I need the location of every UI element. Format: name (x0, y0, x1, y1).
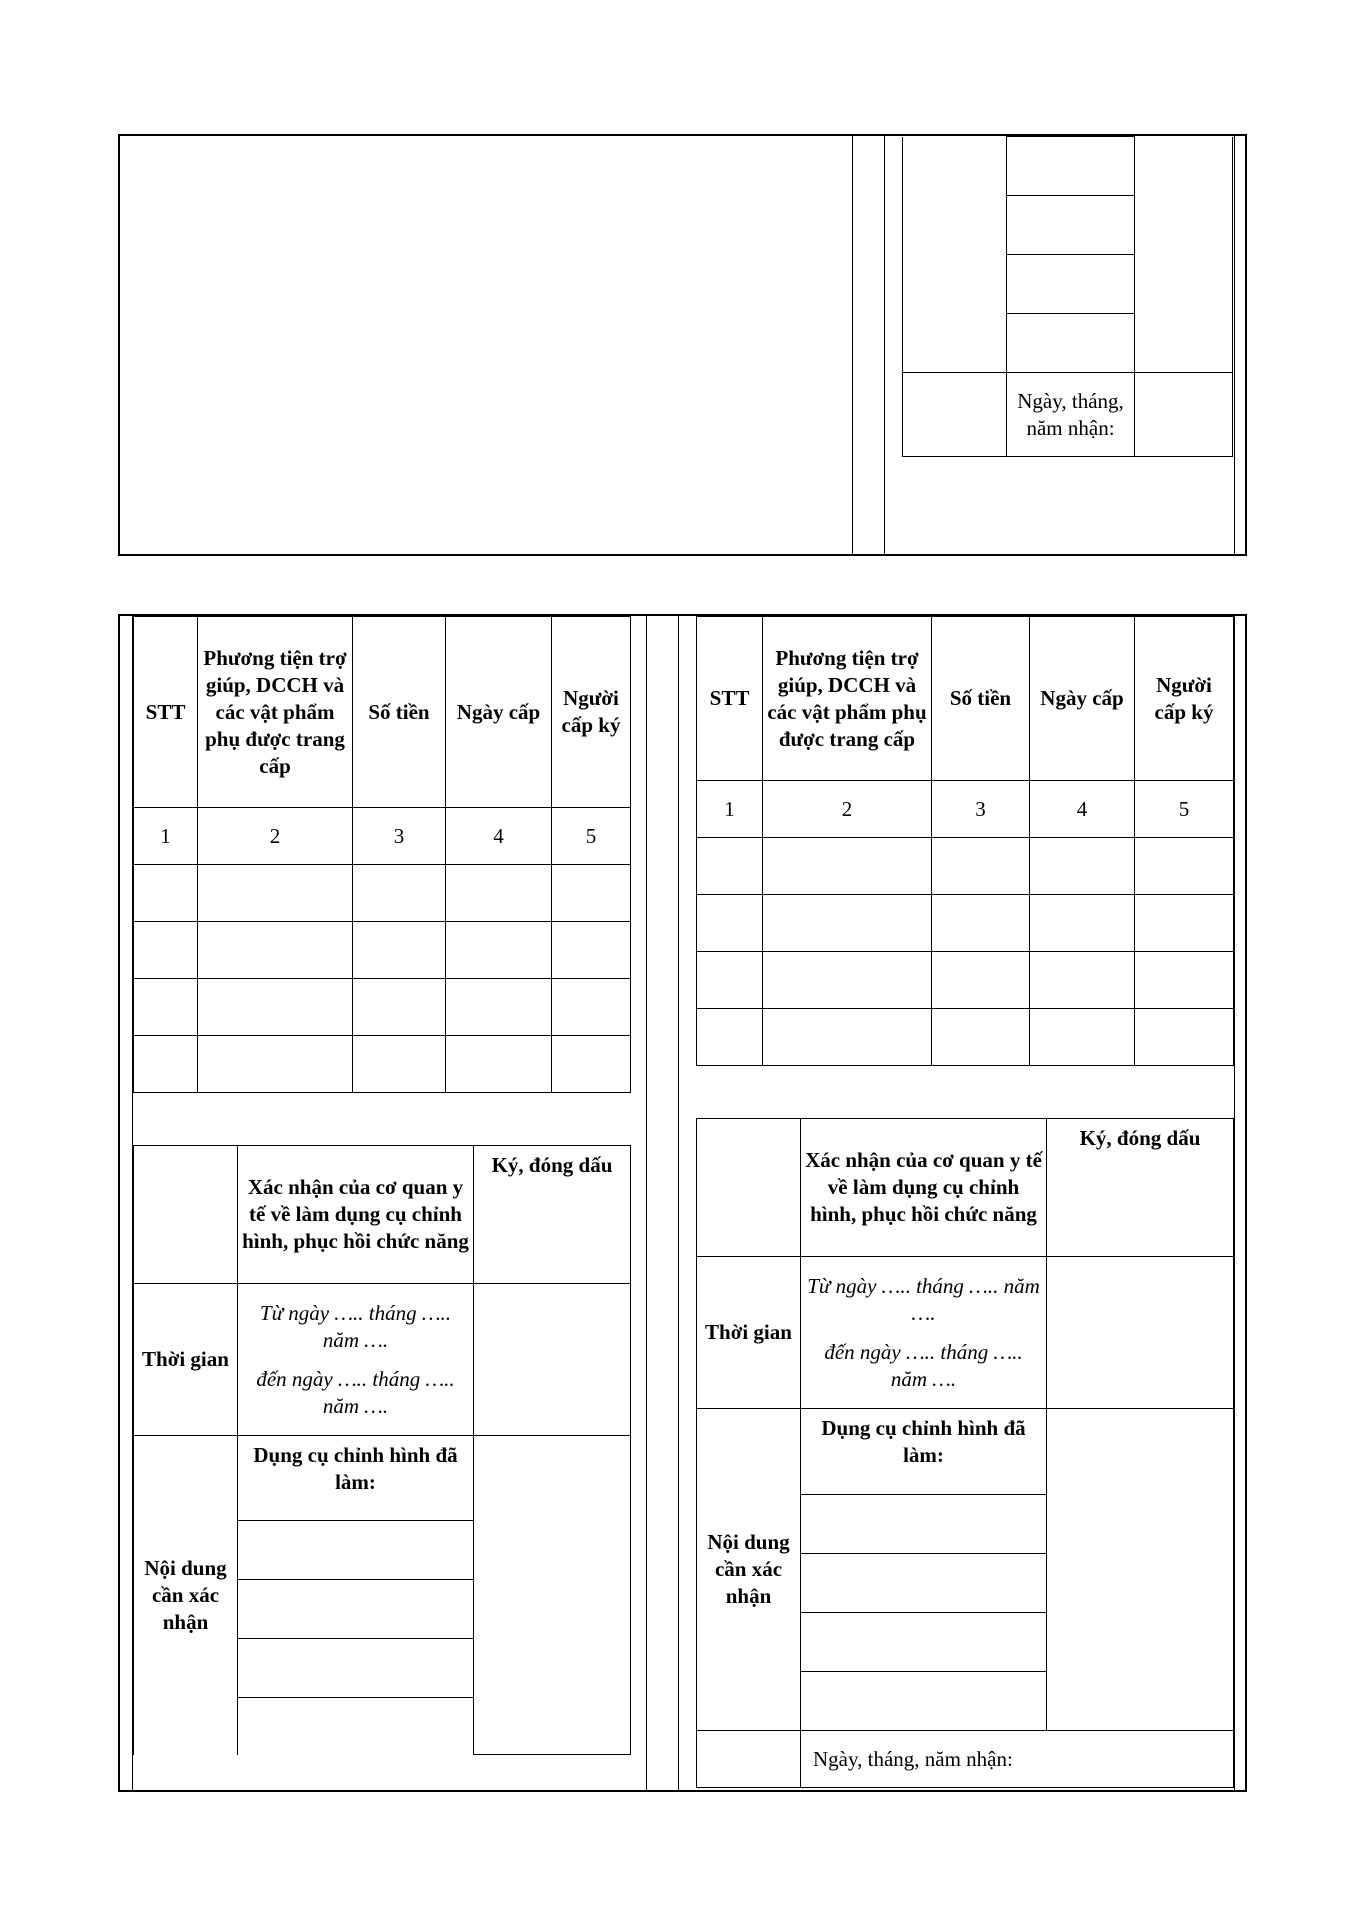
column-number: 4 (1030, 781, 1135, 838)
blank-cell (903, 137, 1007, 196)
from-date: Từ ngày ….. tháng ….. năm …. (259, 1300, 452, 1352)
column-number: 2 (198, 808, 353, 865)
header-amount: Số tiền (932, 617, 1030, 781)
column-number: 1 (697, 781, 763, 838)
top-edge-line (1234, 134, 1235, 556)
sign-stamp-header: Ký, đóng dấu (1047, 1119, 1234, 1257)
right-page-edge-line (1234, 614, 1235, 1792)
center-divider-left (646, 614, 647, 1792)
column-number: 2 (763, 781, 932, 838)
table-row (697, 895, 1234, 952)
blank-cell (903, 373, 1007, 457)
blank-line (801, 1495, 1047, 1554)
table-row (697, 952, 1234, 1009)
left-supply-table (133, 616, 631, 1093)
column-number: 5 (552, 808, 631, 865)
blank-cell (1007, 196, 1135, 255)
device-made-label: Dụng cụ chỉnh hình đã làm: (801, 1409, 1047, 1495)
blank-line (238, 1521, 474, 1580)
blank-cell (903, 314, 1007, 373)
blank-cell (1007, 137, 1135, 196)
column-number: 3 (353, 808, 446, 865)
confirm-header: Xác nhận của cơ quan y tế về làm dụng cụ chỉnh hình, phục hồi chức năng (238, 1146, 474, 1284)
blank-cell (1135, 373, 1233, 457)
to-date: đến ngày ….. tháng ….. năm …. (256, 1366, 455, 1418)
blank-cell (1047, 1257, 1234, 1409)
blank-cell (1135, 255, 1233, 314)
top-receipt-date-label: Ngày, tháng, năm nhận: (1007, 373, 1135, 457)
sign-stamp-header: Ký, đóng dấu (474, 1146, 631, 1284)
blank-cell (474, 1436, 631, 1755)
table-row (134, 865, 631, 922)
confirm-header: Xác nhận của cơ quan y tế về làm dụng cụ chỉnh hình, phục hồi chức năng (801, 1119, 1047, 1257)
blank-line (238, 1639, 474, 1698)
column-number: 4 (446, 808, 552, 865)
content-label: Nội dung cần xác nhận (697, 1409, 801, 1731)
to-date: đến ngày ….. tháng ….. năm …. (824, 1339, 1023, 1391)
blank-cell (1135, 314, 1233, 373)
table-row (134, 1036, 631, 1093)
blank-cell (1047, 1409, 1234, 1731)
blank-cell (1135, 196, 1233, 255)
blank-cell (903, 255, 1007, 314)
blank-line (801, 1672, 1047, 1731)
table-row (134, 979, 631, 1036)
time-label: Thời gian (697, 1257, 801, 1409)
right-confirm-table (696, 1118, 1234, 1788)
blank-line (801, 1613, 1047, 1672)
blank-cell (1007, 314, 1135, 373)
blank-cell (1135, 137, 1233, 196)
time-range (801, 1257, 1047, 1409)
column-number: 3 (932, 781, 1030, 838)
receipt-date-label: Ngày, tháng, năm nhận: (801, 1731, 1234, 1788)
blank-line (801, 1554, 1047, 1613)
table-row (697, 838, 1234, 895)
blank-cell (903, 196, 1007, 255)
table-row (134, 922, 631, 979)
time-label: Thời gian (134, 1284, 238, 1436)
blank-cell (697, 1119, 801, 1257)
blank-cell (1007, 255, 1135, 314)
header-equipment: Phương tiện trợ giúp, DCCH và các vật phẩm phụ được trang cấp (198, 617, 353, 808)
right-supply-table (696, 616, 1234, 1066)
column-number: 1 (134, 808, 198, 865)
top-divider-left (852, 134, 853, 556)
device-made-label: Dụng cụ chỉnh hình đã làm: (238, 1436, 474, 1521)
header-issuer-sign: Người cấp ký (1135, 617, 1234, 781)
content-label: Nội dung cần xác nhận (134, 1436, 238, 1755)
header-issue-date: Ngày cấp (1030, 617, 1135, 781)
blank-cell (134, 1146, 238, 1284)
top-receipt-table (902, 136, 1233, 457)
top-divider-right (884, 134, 885, 556)
time-range (238, 1284, 474, 1436)
blank-cell (697, 1731, 801, 1788)
blank-line (238, 1580, 474, 1639)
header-issue-date: Ngày cấp (446, 617, 552, 808)
blank-cell (474, 1284, 631, 1436)
table-row (697, 1009, 1234, 1066)
header-stt: STT (697, 617, 763, 781)
center-divider-right (678, 614, 679, 1792)
blank-line (238, 1698, 474, 1755)
left-confirm-table (133, 1145, 631, 1755)
header-issuer-sign: Người cấp ký (552, 617, 631, 808)
from-date: Từ ngày ….. tháng ….. năm …. (807, 1273, 1040, 1325)
header-amount: Số tiền (353, 617, 446, 808)
header-stt: STT (134, 617, 198, 808)
column-number: 5 (1135, 781, 1234, 838)
header-equipment: Phương tiện trợ giúp, DCCH và các vật phẩm phụ được trang cấp (763, 617, 932, 781)
